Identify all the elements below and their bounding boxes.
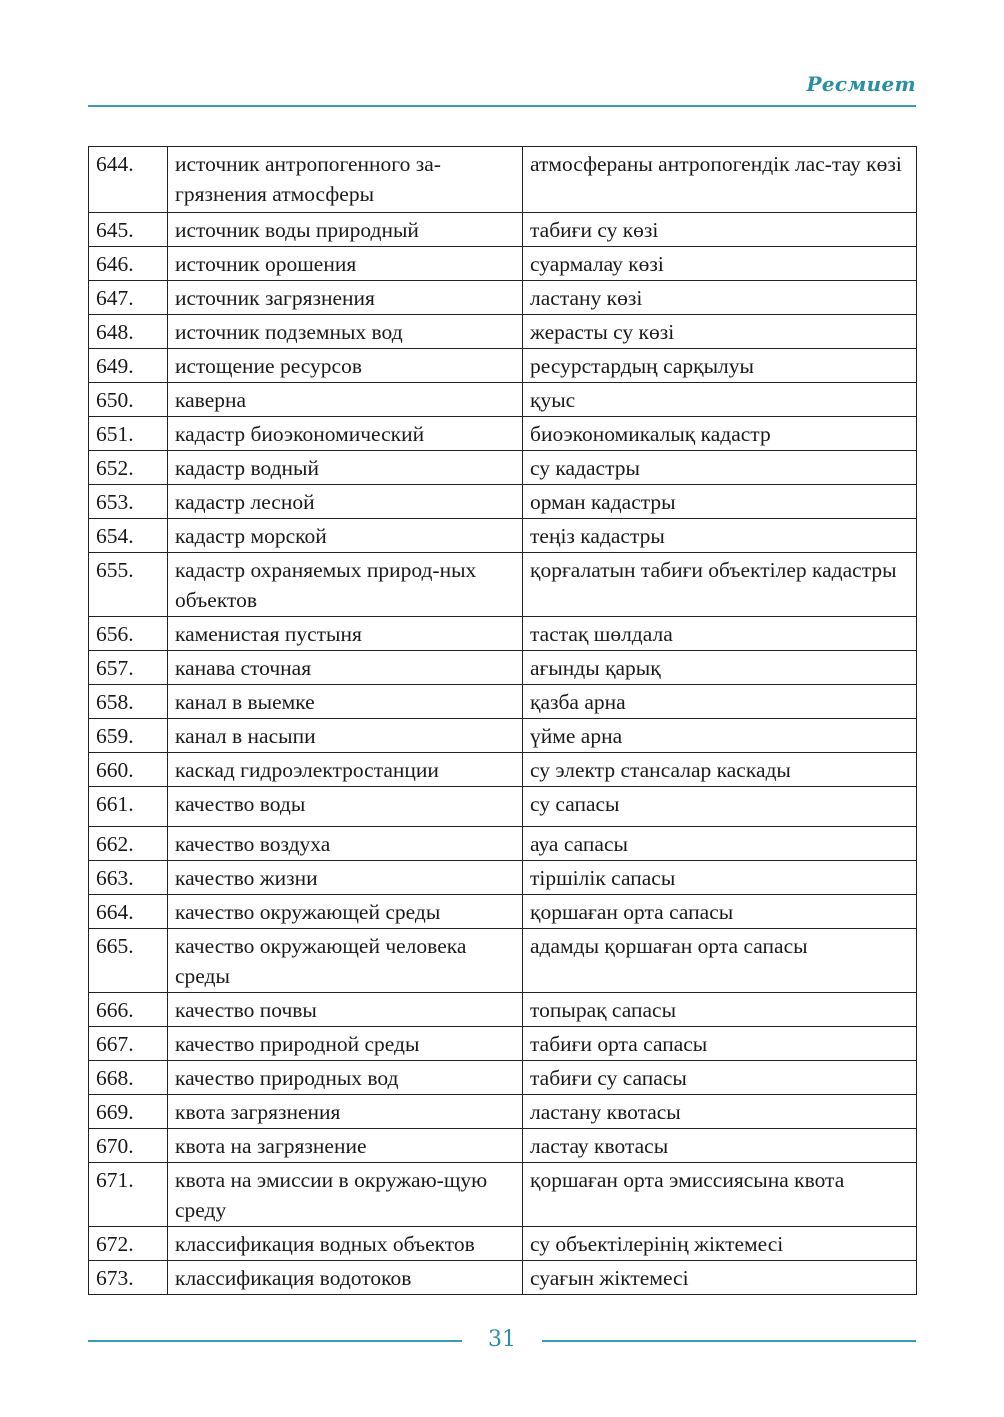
russian-term-cell: качество жизни [168, 861, 523, 895]
russian-term-cell: каменистая пустыня [168, 617, 523, 651]
term-number-cell: 648. [89, 315, 168, 349]
table-row [89, 315, 917, 349]
term-number-cell: 661. [89, 787, 168, 827]
russian-term-cell: источник орошения [168, 247, 523, 281]
kazakh-term-cell: табиғи орта сапасы [523, 1027, 917, 1061]
term-number-cell: 673. [89, 1261, 168, 1295]
russian-term-cell: канал в выемке [168, 685, 523, 719]
header-rule [88, 105, 916, 107]
page-number: 31 [488, 1327, 516, 1352]
running-header-title: Ресмиет [806, 72, 916, 96]
table-row [89, 417, 917, 451]
table-row [89, 787, 917, 827]
table-row [89, 1061, 917, 1095]
table-row [89, 651, 917, 685]
term-number-cell: 644. [89, 147, 168, 213]
term-number-cell: 652. [89, 451, 168, 485]
term-number-cell: 668. [89, 1061, 168, 1095]
kazakh-term-cell: табиғи су сапасы [523, 1061, 917, 1095]
table-row [89, 861, 917, 895]
table-row [89, 617, 917, 651]
russian-term-cell: кадастр морской [168, 519, 523, 553]
kazakh-term-cell: орман кадастры [523, 485, 917, 519]
term-number-cell: 660. [89, 753, 168, 787]
kazakh-term-cell: ауа сапасы [523, 827, 917, 861]
russian-term-cell: качество окружающей человека среды [168, 929, 523, 993]
table-row [89, 147, 917, 213]
table-row [89, 519, 917, 553]
term-number-cell: 664. [89, 895, 168, 929]
term-number-cell: 654. [89, 519, 168, 553]
russian-term-cell: качество окружающей среды [168, 895, 523, 929]
table-row [89, 281, 917, 315]
table-row [89, 1129, 917, 1163]
table-row [89, 827, 917, 861]
russian-term-cell: источник загрязнения [168, 281, 523, 315]
russian-term-cell: качество воздуха [168, 827, 523, 861]
term-number-cell: 663. [89, 861, 168, 895]
kazakh-term-cell: тастақ шөлдала [523, 617, 917, 651]
kazakh-term-cell: су объектілерінің жіктемесі [523, 1227, 917, 1261]
russian-term-cell: кадастр охраняемых природ-ных объектов [168, 553, 523, 617]
russian-term-cell: квота на эмиссии в окружаю-щую среду [168, 1163, 523, 1227]
table-row [89, 1261, 917, 1295]
footer-rule-right [542, 1340, 916, 1342]
russian-term-cell: квота на загрязнение [168, 1129, 523, 1163]
term-number-cell: 647. [89, 281, 168, 315]
kazakh-term-cell: ресурстардың сарқылуы [523, 349, 917, 383]
kazakh-term-cell: топырақ сапасы [523, 993, 917, 1027]
kazakh-term-cell: суағын жіктемесі [523, 1261, 917, 1295]
table-row [89, 719, 917, 753]
kazakh-term-cell: қоршаған орта эмиссиясына квота [523, 1163, 917, 1227]
table-row [89, 753, 917, 787]
russian-term-cell: канава сточная [168, 651, 523, 685]
glossary-table [88, 146, 917, 1295]
table-row [89, 383, 917, 417]
russian-term-cell: источник антропогенного за-грязнения атмосферы [168, 147, 523, 213]
term-number-cell: 666. [89, 993, 168, 1027]
term-number-cell: 671. [89, 1163, 168, 1227]
russian-term-cell: качество природной среды [168, 1027, 523, 1061]
kazakh-term-cell: теңіз кадастры [523, 519, 917, 553]
term-number-cell: 657. [89, 651, 168, 685]
table-row [89, 553, 917, 617]
footer-rule-left [88, 1340, 462, 1342]
kazakh-term-cell: қуыс [523, 383, 917, 417]
kazakh-term-cell: суармалау көзі [523, 247, 917, 281]
russian-term-cell: каверна [168, 383, 523, 417]
term-number-cell: 670. [89, 1129, 168, 1163]
kazakh-term-cell: биоэкономикалық кадастр [523, 417, 917, 451]
term-number-cell: 651. [89, 417, 168, 451]
term-number-cell: 672. [89, 1227, 168, 1261]
kazakh-term-cell: ластау квотасы [523, 1129, 917, 1163]
table-row [89, 1095, 917, 1129]
kazakh-term-cell: ағынды қарық [523, 651, 917, 685]
term-number-cell: 655. [89, 553, 168, 617]
table-row [89, 213, 917, 247]
kazakh-term-cell: жерасты су көзі [523, 315, 917, 349]
russian-term-cell: канал в насыпи [168, 719, 523, 753]
table-row [89, 247, 917, 281]
kazakh-term-cell: қоршаған орта сапасы [523, 895, 917, 929]
russian-term-cell: классификация водных объектов [168, 1227, 523, 1261]
glossary-body [89, 147, 917, 1295]
term-number-cell: 659. [89, 719, 168, 753]
table-row [89, 1163, 917, 1227]
russian-term-cell: кадастр биоэкономический [168, 417, 523, 451]
table-row [89, 685, 917, 719]
kazakh-term-cell: тіршілік сапасы [523, 861, 917, 895]
term-number-cell: 658. [89, 685, 168, 719]
russian-term-cell: каскад гидроэлектростанции [168, 753, 523, 787]
kazakh-term-cell: су кадастры [523, 451, 917, 485]
term-number-cell: 667. [89, 1027, 168, 1061]
kazakh-term-cell: су сапасы [523, 787, 917, 827]
russian-term-cell: квота загрязнения [168, 1095, 523, 1129]
russian-term-cell: кадастр водный [168, 451, 523, 485]
term-number-cell: 650. [89, 383, 168, 417]
russian-term-cell: источник воды природный [168, 213, 523, 247]
kazakh-term-cell: ластану көзі [523, 281, 917, 315]
kazakh-term-cell: ластану квотасы [523, 1095, 917, 1129]
term-number-cell: 656. [89, 617, 168, 651]
table-row [89, 1027, 917, 1061]
term-number-cell: 646. [89, 247, 168, 281]
kazakh-term-cell: қазба арна [523, 685, 917, 719]
russian-term-cell: качество воды [168, 787, 523, 827]
kazakh-term-cell: табиғи су көзі [523, 213, 917, 247]
term-number-cell: 645. [89, 213, 168, 247]
term-number-cell: 662. [89, 827, 168, 861]
term-number-cell: 649. [89, 349, 168, 383]
term-number-cell: 665. [89, 929, 168, 993]
kazakh-term-cell: адамды қоршаған орта сапасы [523, 929, 917, 993]
table-row [89, 993, 917, 1027]
russian-term-cell: кадастр лесной [168, 485, 523, 519]
kazakh-term-cell: атмосфераны антропогендік лас-тау көзі [523, 147, 917, 213]
russian-term-cell: качество почвы [168, 993, 523, 1027]
table-row [89, 451, 917, 485]
kazakh-term-cell: үйме арна [523, 719, 917, 753]
russian-term-cell: источник подземных вод [168, 315, 523, 349]
table-row [89, 895, 917, 929]
term-number-cell: 669. [89, 1095, 168, 1129]
table-row [89, 1227, 917, 1261]
russian-term-cell: истощение ресурсов [168, 349, 523, 383]
table-row [89, 485, 917, 519]
table-row [89, 929, 917, 993]
table-row [89, 349, 917, 383]
russian-term-cell: качество природных вод [168, 1061, 523, 1095]
term-number-cell: 653. [89, 485, 168, 519]
kazakh-term-cell: су электр стансалар каскады [523, 753, 917, 787]
russian-term-cell: классификация водотоков [168, 1261, 523, 1295]
kazakh-term-cell: қорғалатын табиғи объектілер кадастры [523, 553, 917, 617]
